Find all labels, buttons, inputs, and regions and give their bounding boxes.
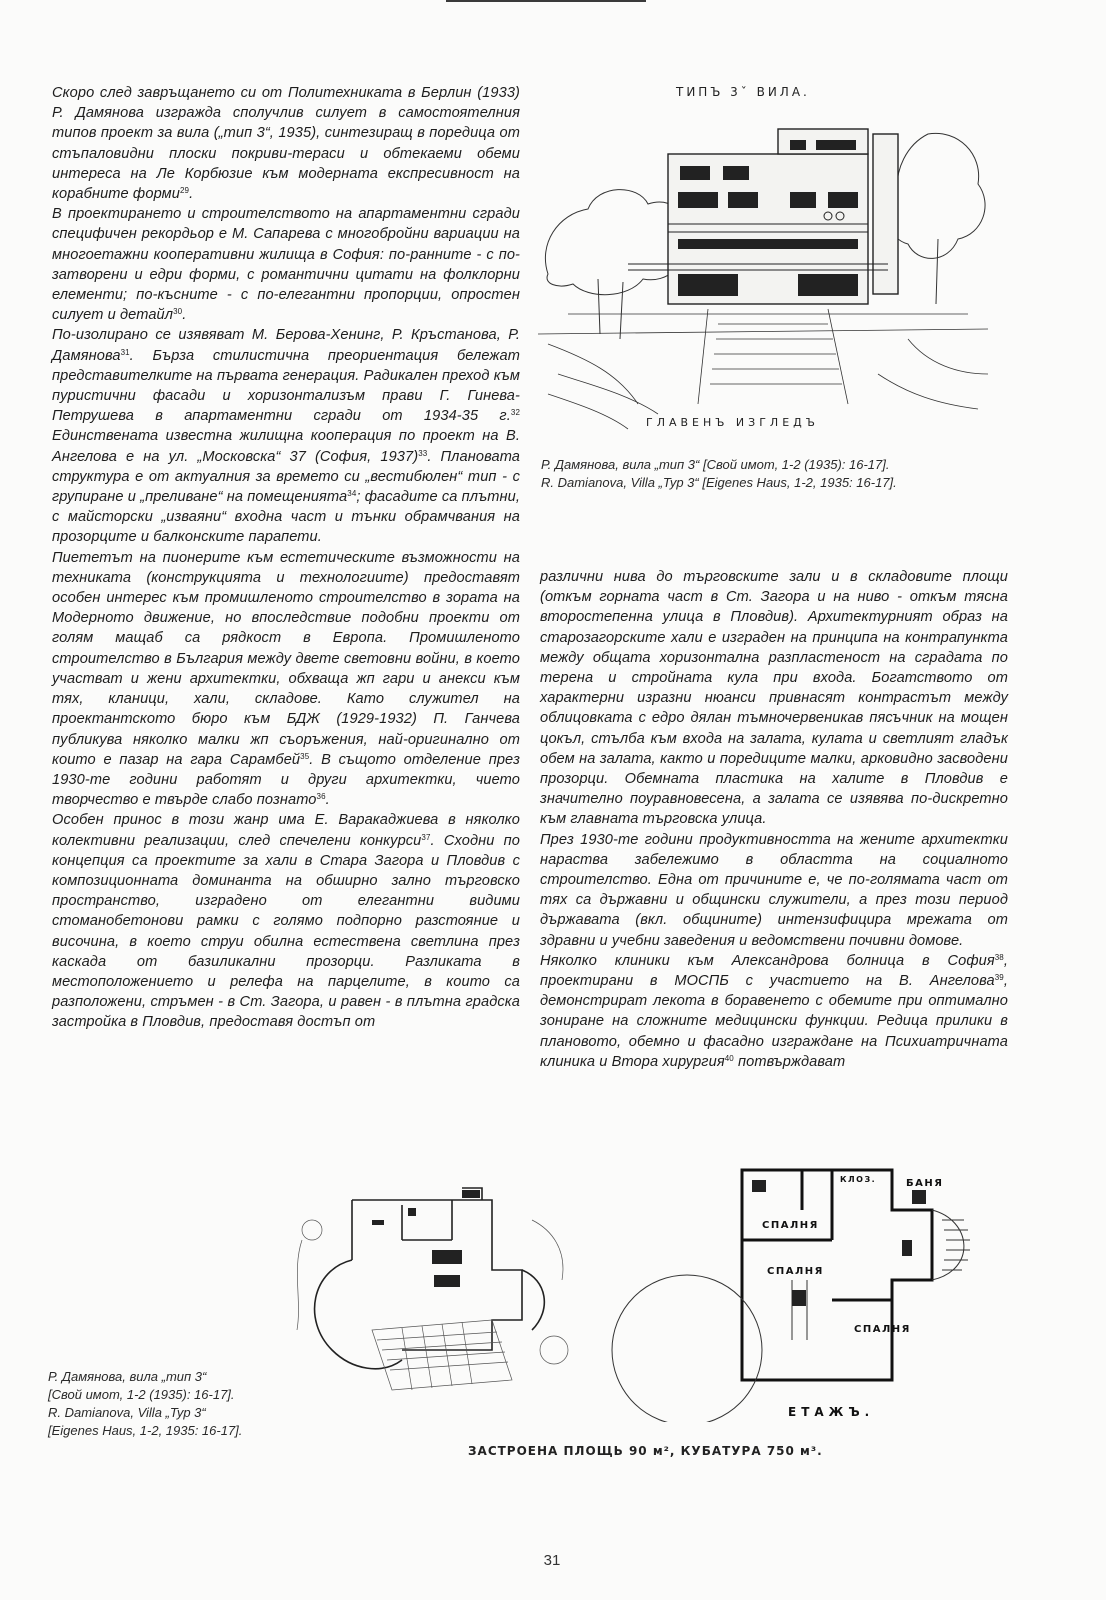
plan-room-label: СПАЛНЯ	[854, 1324, 911, 1335]
figure-caption-top	[541, 456, 981, 492]
figure-caption-bottom	[48, 1368, 288, 1440]
text-column-right	[540, 567, 1008, 1072]
plan-room-label: КЛОЗ.	[840, 1175, 877, 1184]
caption-line: R. Damianova, Villa „Typ 3“	[48, 1405, 206, 1420]
plan-room-label: СПАЛНЯ	[767, 1266, 824, 1277]
caption-line: Р. Дамянова, вила „тип 3“	[48, 1369, 207, 1384]
caption-line: [Eigenes Haus, 1-2, 1935: 16-17].	[48, 1423, 243, 1438]
paragraph: През 1930-те години продуктивността на жените архитектки нараства забележимо в областта на социалното строителство. Една от причините е, че по-голямата част от тях са държавни и общински служители, а през този период държавата (вкл. общините) интензифицира мрежата от здравни и учебни заведения и ведомствени почивни домове.	[540, 831, 1008, 949]
villa-elevation-drawing	[528, 74, 998, 436]
paragraph: По-изолирано се изявяват М. Берова-Хенинг, Р. Кръстанова, Р. Дамянова$^{31}$. Бърза стилистична преориентация бележат представителките на първата генерация. Радикален преход към пуристични фасади и хоризонтализъм прави Г. Гинева-Петрушева в апартаментни сгради от 1934-35 г.$^{32}$ Единствената известна жилищна кооперация по проект на В. Ангелова е на ул. „Московска“ 37 (София, 1937)$^{33}$. Плановата структура е от актуалния за времето си „вестибюлен“ тип - с групиране и „преливане“ на помещенията$^{34}$; фасадите са плътни, с майсторски „изваяни“ входна част и тънки обрамчвания на прозорците и балконските парапети.	[52, 327, 521, 546]
caption-line: [Свой имот, 1-2 (1935): 16-17].	[48, 1387, 235, 1402]
caption-line: R. Damianova, Villa „Typ 3“ [Eigenes Haus, 1-2, 1935: 16-17].	[541, 475, 897, 490]
text-column-left	[52, 83, 520, 1033]
plan-floor-label: ЕТАЖЪ.	[788, 1405, 875, 1419]
paragraph: В проектирането и строителството на апартаментни сгради специфичен рекордьор е М. Сапарева с многобройни вариации на многоетажни кооперативни жилища в София: по-ранните - с по-затворени и едри форми, с романтични цитати на фолклорни елементи; по-късните - с по-елегантни пропорции, опростен силует и детайл$^{30}$.	[52, 206, 520, 324]
plan-room-label: СПАЛНЯ	[762, 1220, 819, 1231]
plan-area-caption: ЗАСТРОЕНА ПЛОЩЬ 90 м², КУБАТУРА 750 м³.	[468, 1444, 823, 1458]
paragraph: Няколко клиники към Александрова болница в София$^{38}$, проектирани в МОСПБ с участието на В. Ангелова$^{39}$, демонстрират лекота в боравенето с обемите при оптимално зониране на сложните медицински функции. Редица прилики в плановото, обемно и фасадно изграждане на Психиатричната клиника и Втора хирургия$^{40}$ потвърждават	[540, 952, 1008, 1070]
paragraph: различни нива до търговските зали и в складовите площи (откъм горната част в Ст. Загора и на ниво - откъм тясна второстепенна улица в Пловдив). Архитектурният образ на старозагорските хали е изграден на принципа на контрапункта между общата хоризонтална разпластеност на сградата по терена и стройната кула при входа. Богатството от характерни изразни нюанси привнасят контрастът между облицовката с едро дялан тъмночервеникав пясъчник на мощен цокъл, стълба към входа на залата, кулата и светлият гладък обем на залата, както и поредиците малки, арковидно засводени прозорци. Обемната пластика на халите в Пловдив е значително поуравновесена, а залата се изявява по-дискретно към главната търговска улица.	[540, 569, 1008, 828]
upper-floor-plan-drawing	[592, 1160, 996, 1422]
plan-room-label: БАНЯ	[906, 1178, 944, 1189]
caption-line: Р. Дамянова, вила „тип 3“ [Свой имот, 1-2 (1935): 16-17].	[541, 457, 890, 472]
villa-footer-label: ГЛАВЕНЪ ИЗГЛЕДЪ	[646, 416, 819, 429]
top-rule	[446, 0, 646, 2]
page-number: 31	[543, 1552, 561, 1569]
paragraph: Скоро след завръщането си от Политехниката в Берлин (1933) Р. Дамянова изгражда сполучлив силует в самостоятелния типов проект за вила („тип 3“, 1935), синтезиращ в поредица от стъпаловидни плоски покриви-тераси и обтекаеми обеми интереса на Ле Корбюзие към модерната експресивност на корабните форми$^{29}$.	[52, 85, 520, 203]
ground-floor-plan-drawing	[292, 1180, 578, 1402]
paragraph: Особен принос в този жанр има Е. Варакаджиева в няколко колективни реализации, след спечелени конкурси$^{37}$. Сходни по концепция са проектите за хали в Стара Загора и Пловдив с композиционната доминанта на обширно залнo търговско пространство, изградено от елегантни видими стоманобетонови рамки с голямо подпорно разстояние и височина, в което струи обилна естествена светлина през каскада от базиликални прозорци. Разликата в местоположението и релефа на парцелите, в които са разположени, стръмен - в Ст. Загора, и равен - в плътна градска застройка в Пловдив, предоставя достъп от	[52, 812, 520, 1031]
paragraph: Пиететът на пионерите към естетическите възможности на техниката (конструкцията и технологиите) предоставят особен интерес към промишленото строителство в зората на Модерното движение, но впоследствие подобни проекти от голям мащаб са рядкост в Европа. Промишленото строителство в България между двете световни войни, в което участват и жени архитектки, обхваща жп гари и анекси към тях, кланици, хали, складове. Като служител на проектантското бюро към БДЖ (1929-1932) П. Ганчева публикува няколко малки жп съоръжения, най-оригинално от които е пазар на гара Сарамбей$^{35}$. В същото отделение през 1930-те години работят и други архитектки, чието творчество е твърде слабо познато$^{36}$.	[52, 549, 520, 809]
villa-header-label: ТИПЪ 3ˇ ВИЛА.	[676, 85, 810, 99]
